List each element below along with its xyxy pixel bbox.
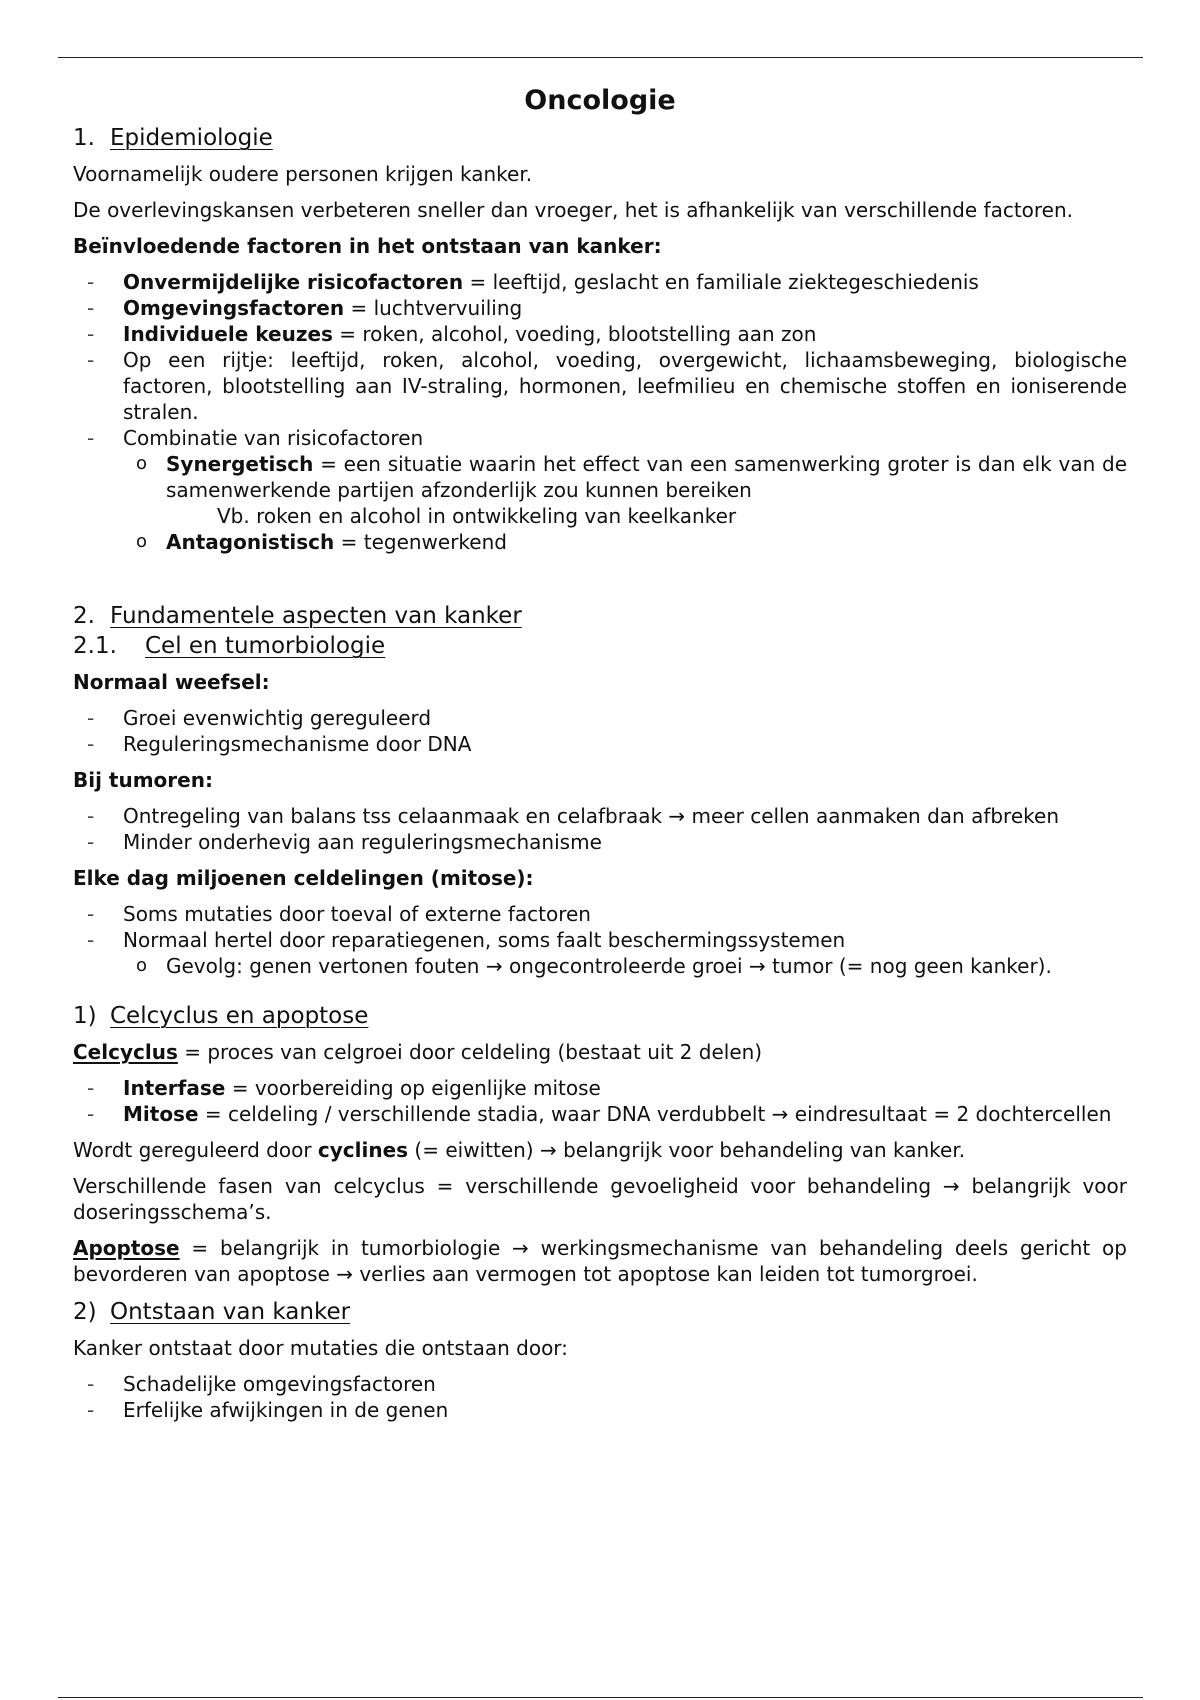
list-item: - Groei evenwichtig gereguleerd	[73, 705, 1127, 731]
list-item: - Minder onderhevig aan reguleringsmechanisme	[73, 829, 1127, 855]
list-item: - Ontregeling van balans tss celaanmaak en celafbraak → meer cellen aanmaken dan afbreken	[73, 803, 1127, 829]
paragraph: Voornamelijk oudere personen krijgen kanker.	[73, 162, 533, 186]
definition: = tegenwerkend	[334, 530, 507, 554]
text: (= eiwitten) → belangrijk voor behandeling van kanker.	[408, 1138, 966, 1162]
definition: = luchtvervuiling	[344, 296, 523, 320]
term: Synergetisch	[166, 452, 314, 476]
paragraph	[73, 1137, 1127, 1163]
list-item: - Schadelijke omgevingsfactoren	[73, 1371, 1127, 1397]
term: Individuele keuzes	[123, 322, 333, 346]
sublist-item	[123, 529, 1127, 555]
oorzaken-list	[73, 1371, 1127, 1423]
term: Omgevingsfactoren	[123, 296, 345, 320]
apoptose-definition	[73, 1235, 1127, 1287]
list-item	[73, 425, 1127, 555]
sublist-item: o Gevolg: genen vertonen fouten → ongecontroleerde groei → tumor (= nog geen kanker).	[123, 953, 1127, 979]
term: Interfase	[123, 1076, 226, 1100]
list-item: - Op een rijtje: leeftijd, roken, alcohol, voeding, overgewicht, lichaamsbeweging, biologische factoren, blootstelling aan IV-straling, hormonen, leefmilieu en chemische stoffen en ioniserende stralen.	[73, 347, 1127, 425]
definition: = een situatie waarin het effect van een samenwerking groter is dan elk van de samenwerkende partijen afzonderlijk zou kunnen bereiken	[166, 452, 1127, 502]
mitose-sublist	[123, 953, 1127, 979]
definition: = celdeling / verschillende stadia, waar DNA verdubbelt → eindresultaat = 2 dochtercellen	[198, 1102, 1112, 1126]
paragraph: Verschillende fasen van celcyclus = verschillende gevoeligheid voor behandeling → belangrijk voor doseringsschema’s.	[73, 1174, 1127, 1224]
page-title: Oncologie	[524, 85, 676, 116]
subsection-title: Cel en tumorbiologie	[145, 633, 386, 659]
section-heading-celcyclus-apoptose	[73, 1001, 1127, 1031]
section-title: Celcyclus en apoptose	[110, 1003, 369, 1029]
list-item	[73, 321, 1127, 347]
bold-heading: Bij tumoren:	[73, 768, 213, 792]
term: Onvermijdelijke risicofactoren	[123, 270, 464, 294]
definition: = proces van celgroei door celdeling (bestaat uit 2 delen)	[177, 1040, 763, 1064]
celcyclus-definition	[73, 1039, 1127, 1065]
section-number: 1)	[73, 1003, 97, 1029]
combination-sublist	[123, 451, 1127, 555]
mitose-list	[73, 901, 1127, 979]
list-item	[73, 295, 1127, 321]
sublist-item	[123, 451, 1127, 529]
section-heading-ontstaan-kanker	[73, 1297, 1127, 1327]
list-item: - Erfelijke afwijkingen in de genen	[73, 1397, 1127, 1423]
bold-heading: Beïnvloedende factoren in het ontstaan van kanker:	[73, 234, 662, 258]
definition: = belangrijk in tumorbiologie → werkingsmechanisme van behandeling deels gericht op bevorderen van apoptose → verlies aan vermogen tot apoptose kan leiden tot tumorgroei.	[73, 1236, 1127, 1286]
list-item: - Reguleringsmechanisme door DNA	[73, 731, 1127, 757]
subsection-number: 2.1.	[73, 633, 117, 659]
definition: = leeftijd, geslacht en familiale ziektegeschiedenis	[463, 270, 979, 294]
section-title: Epidemiologie	[110, 125, 273, 151]
term: Apoptose	[73, 1236, 180, 1260]
list-item-text: Normaal hertel door reparatiegenen, soms faalt beschermingssystemen	[123, 928, 846, 952]
term: Antagonistisch	[166, 530, 335, 554]
paragraph: De overlevingskansen verbeteren sneller dan vroeger, het is afhankelijk van verschillende factoren.	[73, 198, 1074, 222]
section-number: 2.	[73, 603, 95, 629]
section-title: Ontstaan van kanker	[110, 1299, 351, 1325]
list-item-text: Combinatie van risicofactoren	[123, 426, 424, 450]
term: Celcyclus	[73, 1040, 178, 1064]
paragraph: Kanker ontstaat door mutaties die ontstaan door:	[73, 1336, 568, 1360]
example: Vb. roken en alcohol in ontwikkeling van keelkanker	[217, 504, 737, 528]
list-item	[73, 1101, 1127, 1127]
term: Mitose	[123, 1102, 199, 1126]
definition: = voorbereiding op eigenlijke mitose	[225, 1076, 601, 1100]
section-number: 1.	[73, 125, 95, 151]
text: Wordt gereguleerd door	[73, 1138, 318, 1162]
section-number: 2)	[73, 1299, 97, 1325]
section-heading-fundamentele-aspecten	[73, 601, 1127, 631]
list-item	[73, 269, 1127, 295]
section-heading-epidemiologie	[73, 123, 1127, 153]
list-item: - Soms mutaties door toeval of externe factoren	[73, 901, 1127, 927]
top-rule	[58, 57, 1143, 58]
tumor-list	[73, 803, 1127, 855]
definition: = roken, alcohol, voeding, blootstelling aan zon	[332, 322, 817, 346]
factors-list	[73, 269, 1127, 555]
list-item	[73, 1075, 1127, 1101]
bottom-rule	[58, 1697, 1143, 1698]
term: cyclines	[317, 1138, 409, 1162]
subsection-heading-cel-tumorbiologie	[73, 631, 1127, 661]
normaal-list	[73, 705, 1127, 757]
document-body	[73, 83, 1127, 1433]
list-item	[73, 927, 1127, 979]
celcyclus-list	[73, 1075, 1127, 1127]
section-title: Fundamentele aspecten van kanker	[110, 603, 522, 629]
bold-heading: Elke dag miljoenen celdelingen (mitose):	[73, 866, 534, 890]
bold-heading: Normaal weefsel:	[73, 670, 270, 694]
